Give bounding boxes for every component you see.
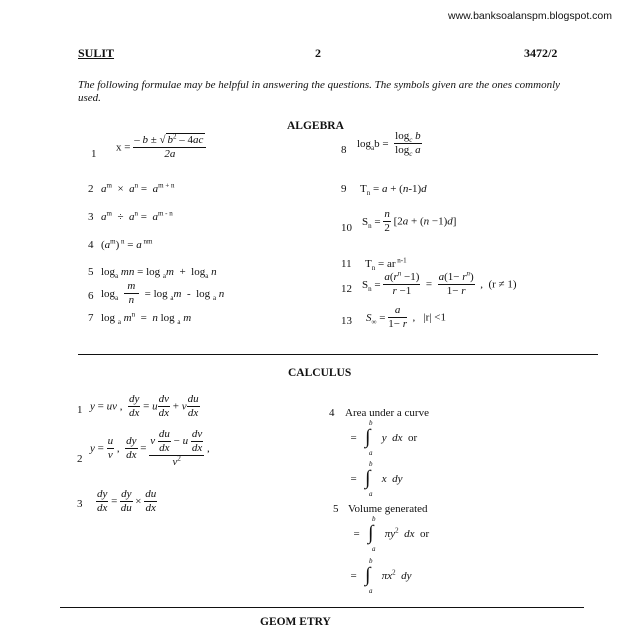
formula-number: 6 <box>88 290 94 302</box>
log-power: log $_a$ $m^n = n$ log $_a$ m <box>101 310 192 327</box>
formula-number: 12 <box>341 283 352 295</box>
formula-number: 8 <box>341 144 347 156</box>
gp-infinity-condition: |r| <1 <box>423 311 446 324</box>
gp-sum: $S_n$ = $\frac{a(r^n -1)}{r -1}$ = $\frac{a(1- r^n)}{1- r}$ , (r ≠ 1) <box>362 269 517 297</box>
formula-number: 10 <box>341 222 352 234</box>
formula-number: 11 <box>341 258 352 270</box>
quotient-rule: y = $\frac{u}{v}$ , $\frac{dy}{dx}$ = v $\frac{du}{dx}$ − u $\frac{dv}{dx}$ $v^2$ , <box>90 428 210 468</box>
header-left: SULIT <box>78 46 115 60</box>
formula-number: 1 <box>91 148 97 160</box>
formula-number: 3 <box>77 498 83 510</box>
section-heading-calculus: CALCULUS <box>288 367 352 379</box>
formula-number: 4 <box>329 407 335 419</box>
formula-number: 2 <box>88 183 94 195</box>
or-text: or <box>408 432 418 444</box>
change-of-base: $\log_ab$ = $\frac{\log_c b}{\log_c a}$ <box>357 130 421 159</box>
section-heading-algebra: ALGEBRA <box>287 120 344 132</box>
formula-number: 2 <box>77 453 83 465</box>
volume-label: Volume generated <box>348 503 428 515</box>
formula-number: 9 <box>341 183 347 195</box>
formula-number: 7 <box>88 312 94 324</box>
intro-text: The following formulae may be helpful in answering the questions. The symbols given are the ones commonly used. <box>78 79 561 104</box>
gp-sum-to-infinity: $S_\infty$ = $\frac{a}{1- r}$ , |r| <1 <box>366 304 446 330</box>
chain-rule: $\frac{dy}{dx}$ = $\frac{dy}{du}$ × $\frac{du}{dx}$ <box>97 488 157 514</box>
gp-nth-term: $T_n$ = ar $^{n-1}$ <box>365 256 407 273</box>
log-product: $\log_a$ mn = $\log _am + \log_a n$ <box>101 266 217 281</box>
section-heading-geometry: GEOM ETRY <box>260 616 331 628</box>
index-law-multiply: $a^m \times a^n = a^{m + n}$ <box>101 181 175 195</box>
index-law-power: $(a^m) ^n = a$ $^{nm}$ <box>101 237 153 251</box>
section-divider <box>60 607 584 608</box>
section-divider <box>78 354 598 355</box>
site-url: www.banksoalanspm.blogspot.com <box>448 10 613 22</box>
ap-sum: $S_n$ = $\frac{n}{2}$ [2a + (n −1)d] <box>362 208 457 234</box>
formula-number: 13 <box>341 315 352 327</box>
volume-integral-x-axis: = b ∫ a $\pi y^2$ dx or <box>348 515 430 553</box>
ap-nth-term: $T_n = a + (n-1)d$ <box>360 183 427 198</box>
formula-number: 5 <box>88 266 94 278</box>
product-rule: y = uv , $\frac{dy}{dx}$ = u $\frac{dv}{dx}$ + v $\frac{du}{dx}$ <box>90 393 199 419</box>
formula-number: 5 <box>333 503 339 515</box>
or-text: or <box>420 528 430 540</box>
formula-number: 1 <box>77 404 83 416</box>
area-integral-y-dx: = b ∫ a y dx or <box>345 419 418 457</box>
formula-number: 3 <box>88 211 94 223</box>
area-integral-x-dy: = b ∫ a x dy <box>345 460 403 498</box>
paper-code: 3472/2 <box>524 46 558 60</box>
formula-number: 4 <box>88 239 94 251</box>
area-label: Area under a curve <box>345 407 429 419</box>
quadratic-formula: x = $\frac{- b \pm √ b^2 - 4ac}{2a}$ <box>116 134 206 161</box>
log-quotient: $\log_a$ $\frac{m}{n}$ = log $_a$m - log $_a$ n <box>101 280 225 306</box>
index-law-divide: $a^m \div a^n = a^{m - n}$ <box>101 209 173 223</box>
volume-integral-y-axis: = b ∫ a $\pi x^2$ dy <box>345 557 412 595</box>
page-number: 2 <box>315 46 321 60</box>
gp-condition: (r ≠ 1) <box>488 278 517 291</box>
